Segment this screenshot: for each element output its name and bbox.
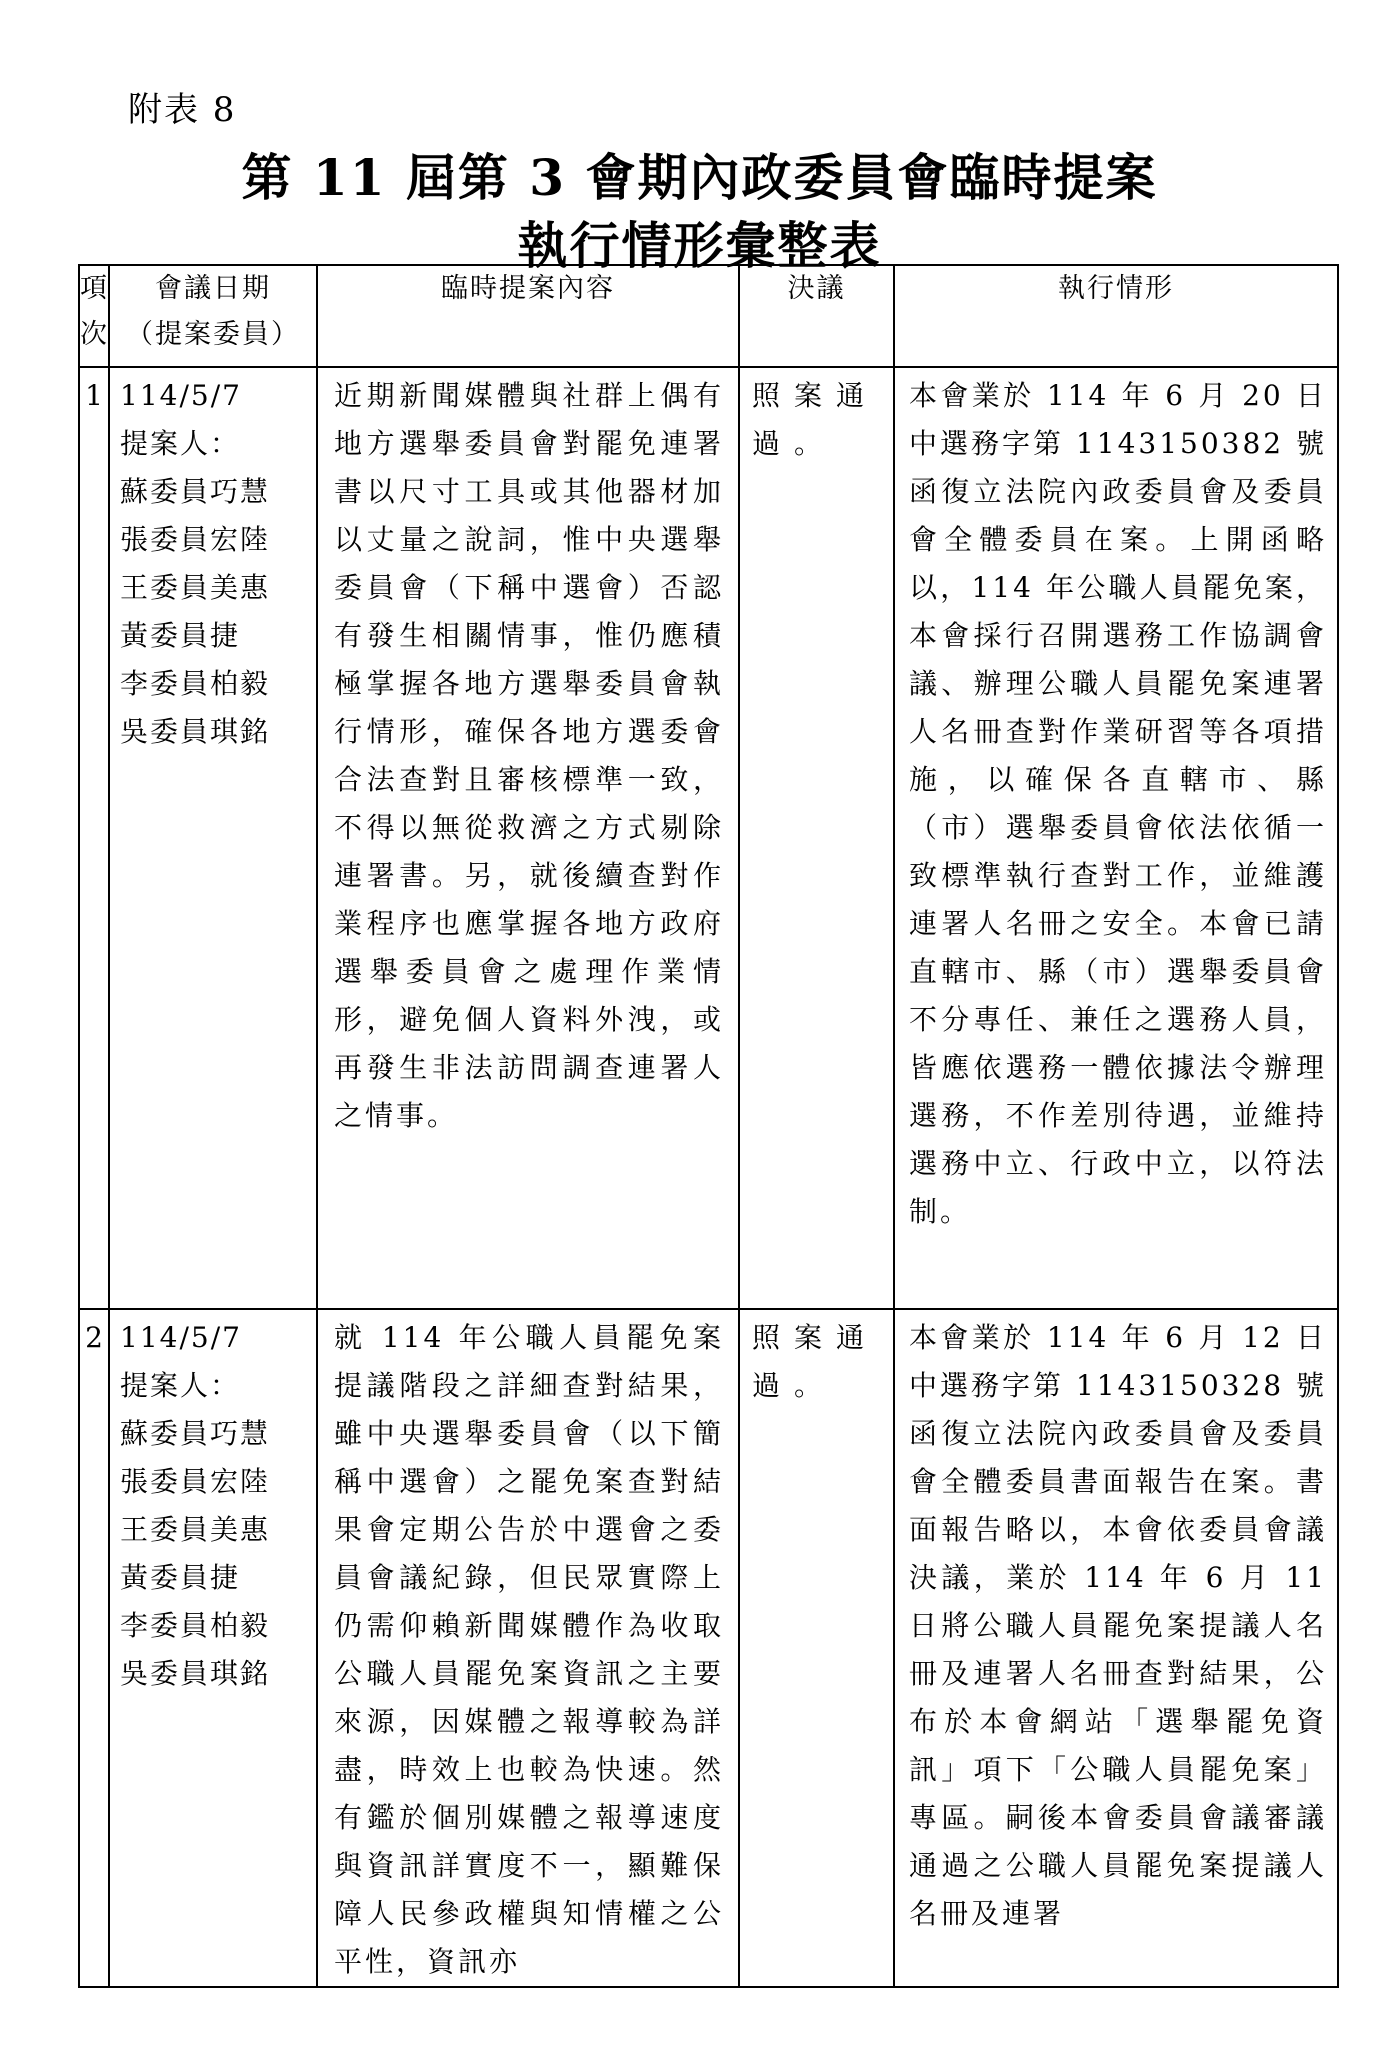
annex-label: 附表 8 bbox=[128, 90, 237, 130]
row-resolution: 照案通過。 bbox=[739, 1309, 894, 1987]
row-date-proposers: 114/5/7 提案人： 蘇委員巧慧 張委員宏陸 王委員美惠 黃委員捷 李委員柏毅 吳委員琪銘 bbox=[109, 1309, 317, 1987]
row-number: 1 bbox=[79, 367, 109, 1309]
row-content: 近期新聞媒體與社群上偶有地方選舉委員會對罷免連署書以尺寸工具或其他器材加以丈量之說詞，惟中央選舉委員會（下稱中選會）否認有發生相關情事，惟仍應積極掌握各地方選舉委員會執行情形，確保各地方選委會合法查對且審核標準一致，不得以無從救濟之方式剔除連署書。另，就後續查對作業程序也應掌握各地方政府選舉委員會之處理作業情形，避免個人資料外洩，或再發生非法訪問調查連署人之情事。 bbox=[317, 367, 739, 1309]
table-row bbox=[79, 1309, 1338, 1987]
document-title: 第 11 屆第 3 會期內政委員會臨時提案 bbox=[241, 148, 1158, 207]
execution-table bbox=[78, 264, 1339, 1988]
table-row bbox=[79, 367, 1338, 1309]
row-execution: 本會業於 114 年 6 月 12 日中選務字第 1143150328 號函復立法院內政委員會及委員會全體委員書面報告在案。書面報告略以，本會依委員會議決議，業於 114 年 6 月 11 日將公職人員罷免案提議人名冊及連署人名冊查對結果，公布於本會網站「選舉罷免資訊」項下「公職人員罷免案」專區。嗣後本會委員會議審議通過之公職人員罷免案提議人名冊及連署 bbox=[894, 1309, 1338, 1987]
table-header-row bbox=[79, 265, 1338, 367]
row-number: 2 bbox=[79, 1309, 109, 1987]
row-resolution: 照案通過。 bbox=[739, 367, 894, 1309]
row-content: 就 114 年公職人員罷免案提議階段之詳細查對結果，雖中央選舉委員會（以下簡稱中選會）之罷免案查對結果會定期公告於中選會之委員會議紀錄，但民眾實際上仍需仰賴新聞媒體作為收取公職人員罷免案資訊之主要來源，因媒體之報導較為詳盡，時效上也較為快速。然有鑑於個別媒體之報導速度與資訊詳實度不一，顯難保障人民參政權與知情權之公平性，資訊亦 bbox=[317, 1309, 739, 1987]
document-subtitle: 執行情形彙整表 bbox=[517, 216, 882, 275]
header-no: 項 次 bbox=[79, 265, 109, 367]
row-execution: 本會業於 114 年 6 月 20 日中選務字第 1143150382 號函復立法院內政委員會及委員會全體委員在案。上開函略以，114 年公職人員罷免案，本會採行召開選務工作協調會議、辦理公職人員罷免案連署人名冊查對作業研習等各項措施，以確保各直轄市、縣（市）選舉委員會依法依循一致標準執行查對工作，並維護連署人名冊之安全。本會已請直轄市、縣（市）選舉委員會不分專任、兼任之選務人員，皆應依選務一體依據法令辦理選務，不作差別待遇，並維持選務中立、行政中立，以符法制。 bbox=[894, 367, 1338, 1309]
header-resolution: 決議 bbox=[739, 265, 894, 367]
header-date: 會議日期 （提案委員） bbox=[109, 265, 317, 367]
header-content: 臨時提案內容 bbox=[317, 265, 739, 367]
row-date-proposers: 114/5/7 提案人： 蘇委員巧慧 張委員宏陸 王委員美惠 黃委員捷 李委員柏毅 吳委員琪銘 bbox=[109, 367, 317, 1309]
header-execution: 執行情形 bbox=[894, 265, 1338, 367]
